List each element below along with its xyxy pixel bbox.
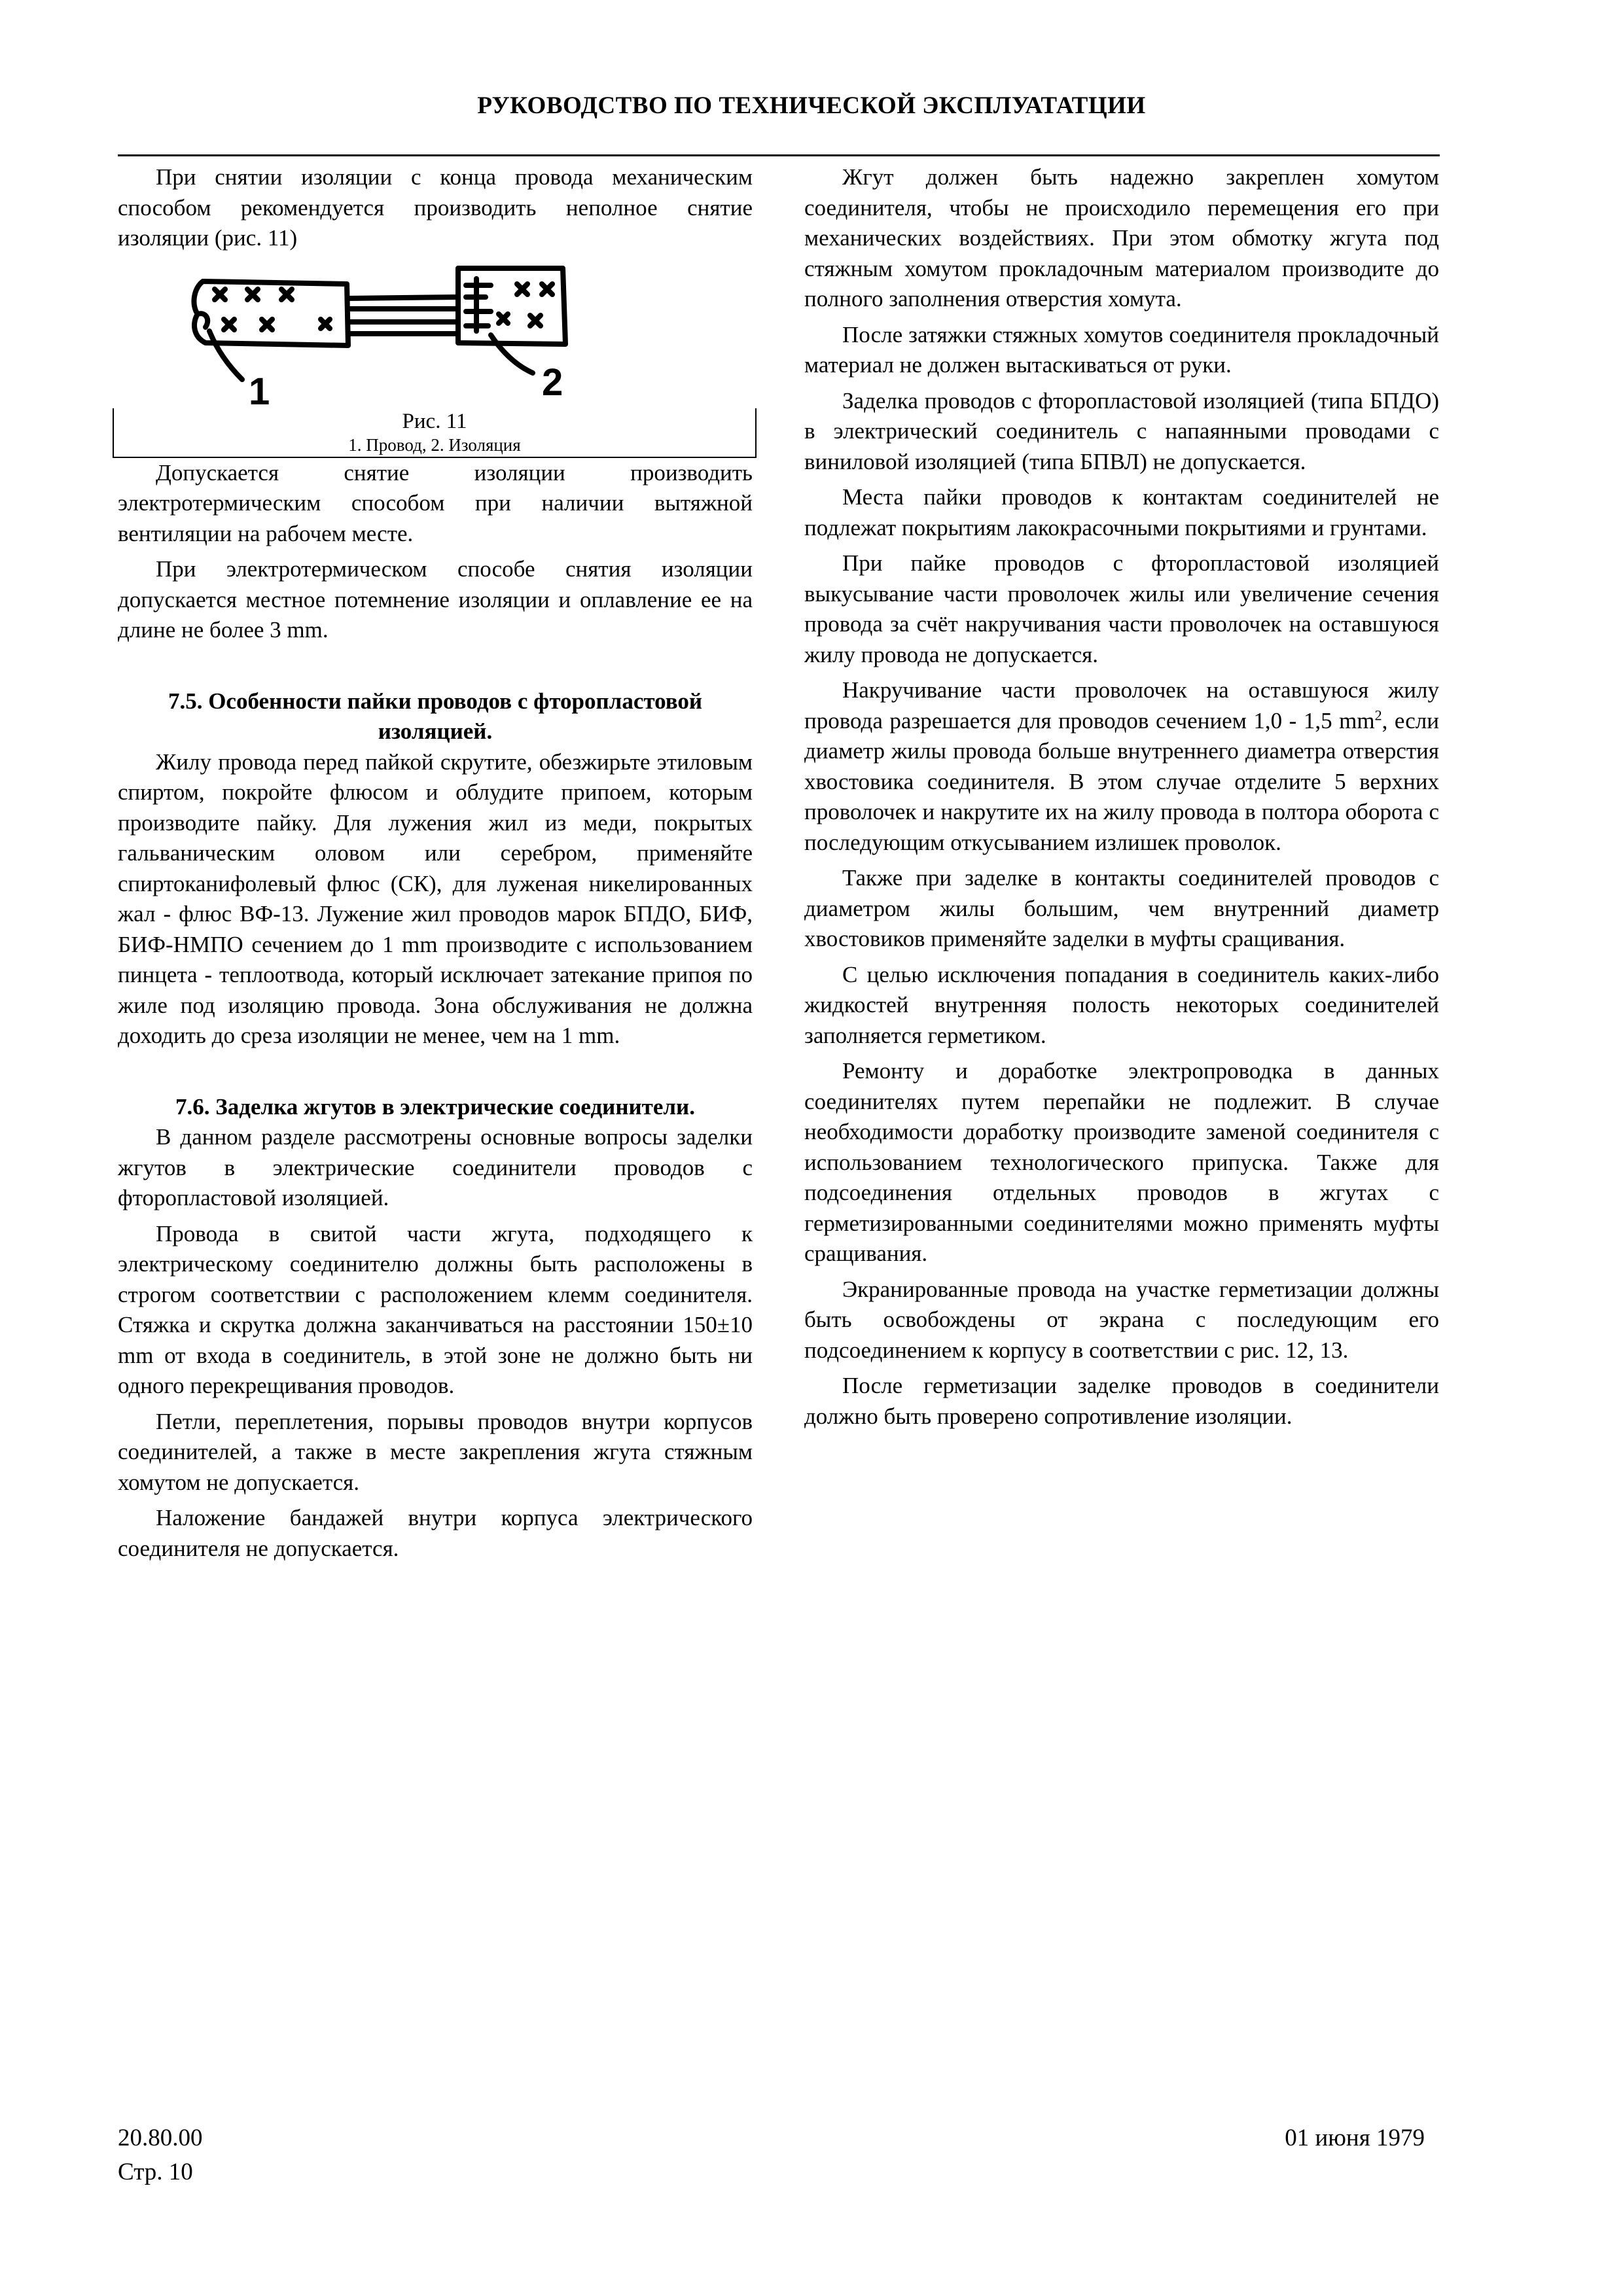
figure-caption-box	[113, 408, 757, 458]
paragraph: При пайке проводов с фторопластовой изоляцией выкусывание части проволочек жилы или увеличение сечения провода за счёт накручивания части проволочек на оставшуюся жилу провода не допускается.	[804, 550, 1439, 667]
footer-left	[118, 2121, 203, 2189]
paragraph: После затяжки стяжных хомутов соединителя прокладочный материал не должен вытаскиваться от руки.	[804, 321, 1439, 378]
paragraph	[804, 675, 1439, 858]
paragraph: Ремонту и доработке электропроводка в данных соединителях путем перепайки не подлежит. В случае необходимости доработку производите заменой соединителя с использованием технологического припуска. Также для подсоединения отдельных проводов в жгутах с герметизированными соединителями можно применять муфты сращивания.	[804, 1058, 1439, 1266]
figure-legend: 1. Провод, 2. Изоляция	[348, 434, 521, 455]
page-number: Стр. 10	[118, 2159, 193, 2185]
figure-11	[113, 259, 757, 458]
header-rule	[118, 154, 1440, 156]
footer-date: 01 июня 1979	[1285, 2125, 1425, 2151]
section-heading-7-6: 7.6. Заделка жгутов в электрические соединители.	[175, 1093, 695, 1120]
figure-label-2: 2	[542, 361, 563, 404]
paragraph-part: Накручивание части проволочек на оставшуюся жилу провода разрешается для проводов сечением 1,0 - 1,5 mm	[804, 677, 1439, 733]
paragraph: Места пайки проводов к контактам соединителей не подлежат покрытиям лакокрасочными покрытиями и грунтами.	[804, 484, 1439, 540]
paragraph-part: , если диаметр жилы провода больше внутреннего диаметра отверстия хвостовика соединителя. В этом случае отделите 5 верхних проволочек и накрутите их на жилу провода в полтора оборота с последующим откусыванием излишек проволок.	[804, 707, 1439, 855]
paragraph: Допускается снятие изоляции производить электротермическим способом при наличии вытяжной вентиляции на рабочем месте.	[118, 459, 753, 546]
paragraph: Жгут должен быть надежно закреплен хомутом соединителя, чтобы не происходило перемещения его при механических воздействиях. При этом обмотку жгута под стяжным хомутом прокладочным материалом производите до полного заполнения отверстия хомута.	[804, 164, 1439, 311]
wire-stripping-diagram	[183, 259, 681, 410]
paragraph: При электротермическом способе снятия изоляции допускается местное потемнение изоляции и оплавление ее на длине не более 3 mm.	[118, 556, 753, 643]
page-title: РУКОВОДСТВО ПО ТЕХНИЧЕСКОЙ ЭКСПЛУАТАТЦИИ	[477, 92, 1146, 119]
paragraph: При снятии изоляции с конца провода механическим способом рекомендуется производить неполное снятие изоляции (рис. 11)	[118, 164, 753, 251]
paragraph: Экранированные провода на участке герметизации должны быть освобождены от экрана с последующим его подсоединением к корпусу в соответствии с рис. 12, 13.	[804, 1276, 1439, 1363]
paragraph: Наложение бандажей внутри корпуса электрического соединителя не допускается.	[118, 1505, 753, 1561]
paragraph: Также при заделке в контакты соединителей проводов с диаметром жилы большим, чем внутренний диаметр хвостовиков применяйте заделки в муфты сращивания.	[804, 865, 1439, 951]
paragraph: Жилу провода перед пайкой скрутите, обезжирьте этиловым спиртом, покройте флюсом и облудите припоем, которым производите пайку. Для лужения жил из меди, покрытых гальваническим оловом или серебром, применяйте спиртоканифолевый флюс (СК), для луженая никелированных жал - флюс ВФ-13. Лужение жил проводов марок БПДО, БИФ, БИФ-НМПО сечением до 1 mm производите с использованием пинцета - теплоотвода, который исключает затекание припоя по жиле под изоляцию провода. Зона обслуживания не должна доходить до среза изоляции не менее, чем на 1 mm.	[118, 749, 753, 1048]
paragraph: Петли, переплетения, порывы проводов внутри корпусов соединителей, а также в месте закрепления жгута стяжным хомутом не допускается.	[118, 1408, 753, 1495]
document-number: 20.80.00	[118, 2125, 203, 2151]
section-heading-7-5: 7.5. Особенности пайки проводов с фторопластовой изоляцией.	[168, 688, 703, 744]
superscript: 2	[1374, 706, 1382, 723]
figure-label-1: 1	[249, 370, 270, 410]
paragraph: В данном разделе рассмотрены основные вопросы заделки жгутов в электрические соединители проводов с фторопластовой изоляцией.	[118, 1124, 753, 1210]
paragraph: Заделка проводов с фторопластовой изоляцией (типа БПДО) в электрический соединитель с напаянными проводами с виниловой изоляцией (типа БПВЛ) не допускается.	[804, 387, 1439, 474]
right-column	[804, 162, 1439, 1437]
left-column	[118, 162, 753, 1569]
figure-caption: Рис. 11	[402, 409, 467, 433]
paragraph: С целью исключения попадания в соединитель каких-либо жидкостей внутренняя полость некоторых соединителей заполняется герметиком.	[804, 961, 1439, 1048]
paragraph: Провода в свитой части жгута, подходящего к электрическому соединителю должны быть расположены в строгом соответствии с расположением клемм соединителя. Стяжка и скрутка должна заканчиваться на расстоянии 150±10 mm от входа в соединитель, в этой зоне не должно быть ни одного перекрещивания проводов.	[118, 1220, 753, 1398]
paragraph: После герметизации заделке проводов в соединители должно быть проверено сопротивление изоляции.	[804, 1373, 1439, 1429]
